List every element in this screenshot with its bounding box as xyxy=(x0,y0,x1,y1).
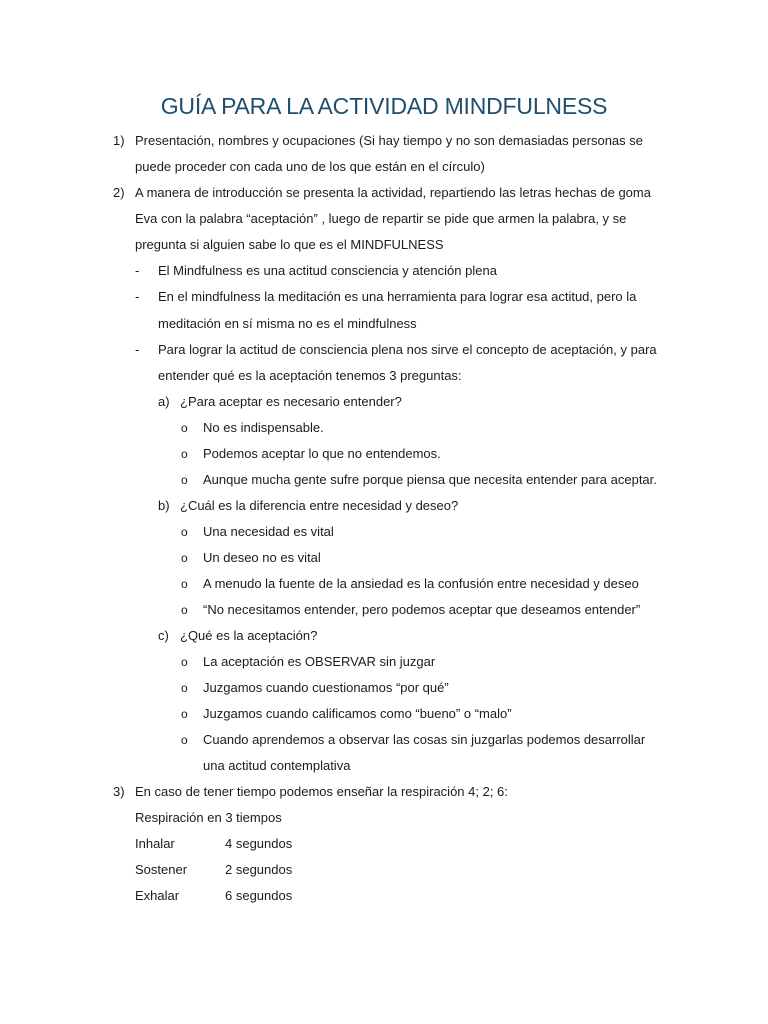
dash-item-line: En el mindfulness la meditación es una herramienta para lograr esa actitud, pero la xyxy=(158,289,637,304)
dash-item-line: Para lograr la actitud de consciencia plena nos sirve el concepto de aceptación, y para xyxy=(158,342,657,357)
bullet-glyph: o xyxy=(181,525,188,539)
list-marker-3: 3) xyxy=(113,784,125,799)
dash-item-line: El Mindfulness es una actitud consciencia y atención plena xyxy=(158,263,497,278)
bullet-item: Cuando aprendemos a observar las cosas sin juzgarlas podemos desarrollar xyxy=(203,732,646,747)
bullet-item: “No necesitamos entender, pero podemos aceptar que deseamos entender” xyxy=(203,602,641,617)
bullet-item: Una necesidad es vital xyxy=(203,524,334,539)
bullet-glyph: o xyxy=(181,473,188,487)
bullet-glyph: o xyxy=(181,551,188,565)
dash-marker: - xyxy=(135,263,140,278)
list-marker-1: 1) xyxy=(113,133,125,148)
breathing-step-label: Inhalar xyxy=(135,836,175,851)
dash-marker: - xyxy=(135,342,140,357)
item1-line: Presentación, nombres y ocupaciones (Si hay tiempo y no son demasiadas personas se xyxy=(135,133,644,148)
dash-marker: - xyxy=(135,289,140,304)
bullet-item: Un deseo no es vital xyxy=(203,550,321,565)
breathing-step-label: Exhalar xyxy=(135,888,180,903)
dash-item-line: entender qué es la aceptación tenemos 3 preguntas: xyxy=(158,368,462,383)
dash-item-line: meditación en sí misma no es el mindfulness xyxy=(158,316,417,331)
bullet-glyph: o xyxy=(181,707,188,721)
bullet-glyph: o xyxy=(181,681,188,695)
item2-line: Eva con la palabra “aceptación” , luego de repartir se pide que armen la palabra, y se xyxy=(135,211,627,226)
bullet-item: Podemos aceptar lo que no entendemos. xyxy=(203,446,441,461)
bullet-glyph: o xyxy=(181,421,188,435)
breathing-step-label: Sostener xyxy=(135,862,188,877)
item2-line: A manera de introducción se presenta la actividad, repartiendo las letras hechas de goma xyxy=(135,185,651,200)
document-title: GUÍA PARA LA ACTIVIDAD MINDFULNESS xyxy=(160,93,608,119)
item1-line: puede proceder con cada uno de los que están en el círculo) xyxy=(135,159,485,174)
bullet-item: Juzgamos cuando cuestionamos “por qué” xyxy=(203,680,449,695)
bullet-item: No es indispensable. xyxy=(203,420,324,435)
question-text: ¿Cuál es la diferencia entre necesidad y deseo? xyxy=(180,498,459,513)
bullet-item: Aunque mucha gente sufre porque piensa que necesita entender para aceptar. xyxy=(203,472,657,487)
question-marker-a: a) xyxy=(158,394,170,409)
list-marker-2: 2) xyxy=(113,185,125,200)
bullet-item: La aceptación es OBSERVAR sin juzgar xyxy=(203,654,436,669)
breathing-step-value: 2 segundos xyxy=(225,862,293,877)
question-marker-c: c) xyxy=(158,628,169,643)
breathing-step-value: 6 segundos xyxy=(225,888,293,903)
bullet-glyph: o xyxy=(181,655,188,669)
breathing-subtitle: Respiración en 3 tiempos xyxy=(135,810,282,825)
bullet-item-continuation: una actitud contemplativa xyxy=(203,758,351,773)
bullet-item: A menudo la fuente de la ansiedad es la confusión entre necesidad y deseo xyxy=(203,576,639,591)
question-marker-b: b) xyxy=(158,498,170,513)
bullet-glyph: o xyxy=(181,447,188,461)
bullet-glyph: o xyxy=(181,577,188,591)
item2-line: pregunta si alguien sabe lo que es el MINDFULNESS xyxy=(135,237,444,252)
bullet-glyph: o xyxy=(181,733,188,747)
bullet-glyph: o xyxy=(181,603,188,617)
bullet-item: Juzgamos cuando calificamos como “bueno” o “malo” xyxy=(203,706,512,721)
item3-text: En caso de tener tiempo podemos enseñar la respiración 4; 2; 6: xyxy=(135,784,508,799)
breathing-step-value: 4 segundos xyxy=(225,836,293,851)
question-text: ¿Qué es la aceptación? xyxy=(180,628,318,643)
question-text: ¿Para aceptar es necesario entender? xyxy=(180,394,402,409)
